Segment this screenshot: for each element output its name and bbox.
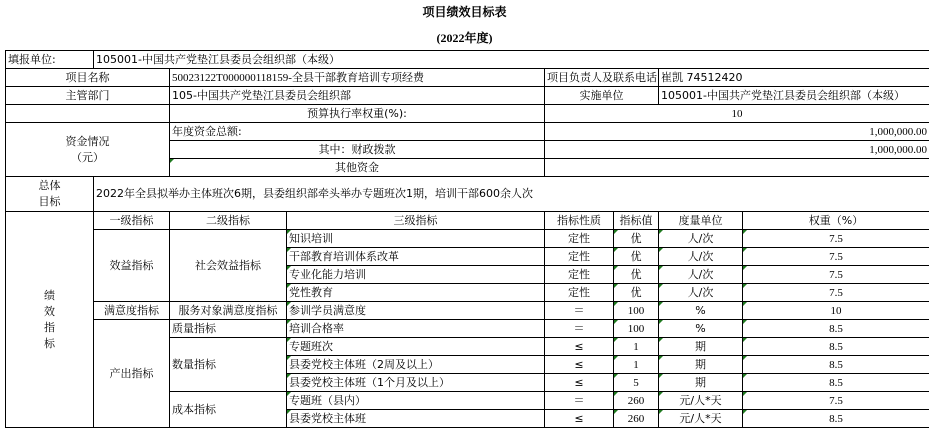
unit-cell[interactable]: 元/人*天 — [659, 410, 743, 428]
unit-cell[interactable]: 人/次 — [659, 248, 743, 266]
weight-cell[interactable]: 7.5 — [743, 284, 929, 302]
unit-cell[interactable]: 元/人*天 — [659, 392, 743, 410]
nature-cell[interactable]: ≤ — [545, 338, 614, 356]
l2-cell[interactable]: 数量指标 — [170, 338, 287, 392]
value-cell[interactable]: 优 — [614, 248, 659, 266]
filler-label: 填报单位: — [6, 51, 94, 69]
project-leader-value[interactable]: 崔凯 74512420 — [659, 69, 929, 87]
impl-label: 实施单位 — [545, 87, 659, 105]
dept-label: 主管部门 — [6, 87, 170, 105]
nature-cell[interactable]: ≤ — [545, 356, 614, 374]
weight-cell[interactable]: 10 — [743, 302, 929, 320]
table-year: (2022年度) — [0, 26, 929, 50]
goal-label-line2: 目标 — [8, 194, 91, 210]
impl-value[interactable]: 105001-中国共产党垫江县委员会组织部（本级） — [659, 87, 929, 105]
l3-cell[interactable]: 专题班（县内） — [287, 392, 545, 410]
l3-cell[interactable]: 专业化能力培训 — [287, 266, 545, 284]
header-nature: 指标性质 — [545, 212, 614, 230]
dept-value[interactable]: 105-中国共产党垫江县委员会组织部 — [170, 87, 545, 105]
l2-cell[interactable]: 成本指标 — [170, 392, 287, 428]
table-row — [6, 320, 929, 338]
table-row — [6, 302, 929, 320]
value-cell[interactable]: 1 — [614, 356, 659, 374]
budget-weight-value[interactable]: 10 — [545, 105, 929, 123]
weight-cell[interactable]: 8.5 — [743, 410, 929, 428]
nature-cell[interactable]: ＝ — [545, 302, 614, 320]
nature-cell[interactable]: 定性 — [545, 230, 614, 248]
weight-cell[interactable]: 7.5 — [743, 392, 929, 410]
value-cell[interactable]: 100 — [614, 302, 659, 320]
annual-funds-value[interactable]: 1,000,000.00 — [545, 123, 929, 141]
value-cell[interactable]: 1 — [614, 338, 659, 356]
side-char: 指 — [8, 320, 91, 336]
l1-cell[interactable]: 满意度指标 — [94, 302, 170, 320]
value-cell[interactable]: 优 — [614, 230, 659, 248]
unit-cell[interactable]: 期 — [659, 338, 743, 356]
value-cell[interactable]: 优 — [614, 284, 659, 302]
weight-cell[interactable]: 8.5 — [743, 320, 929, 338]
goal-text[interactable]: 2022年全县拟举办主体班次6期，县委组织部牵头举办专题班次1期，培训干部600余人次 — [94, 177, 929, 212]
weight-cell[interactable]: 8.5 — [743, 374, 929, 392]
nature-cell[interactable]: ≤ — [545, 374, 614, 392]
l3-cell[interactable]: 党性教育 — [287, 284, 545, 302]
blank-cell — [6, 105, 170, 123]
performance-goal-table — [5, 50, 929, 428]
nature-cell[interactable]: ≤ — [545, 410, 614, 428]
weight-cell[interactable]: 7.5 — [743, 248, 929, 266]
unit-cell[interactable]: % — [659, 302, 743, 320]
l2-cell[interactable]: 服务对象满意度指标 — [170, 302, 287, 320]
nature-cell[interactable]: 定性 — [545, 284, 614, 302]
header-value: 指标值 — [614, 212, 659, 230]
table-row — [6, 230, 929, 248]
value-cell[interactable]: 5 — [614, 374, 659, 392]
unit-cell[interactable]: 期 — [659, 374, 743, 392]
unit-cell[interactable]: 人/次 — [659, 284, 743, 302]
other-funds-label: 其他资金 — [170, 159, 545, 177]
l3-cell[interactable]: 参训学员满意度 — [287, 302, 545, 320]
weight-cell[interactable]: 7.5 — [743, 266, 929, 284]
l1-cell[interactable]: 产出指标 — [94, 320, 170, 428]
value-cell[interactable]: 100 — [614, 320, 659, 338]
unit-cell[interactable]: 期 — [659, 356, 743, 374]
unit-cell[interactable]: 人/次 — [659, 230, 743, 248]
header-unit: 度量单位 — [659, 212, 743, 230]
annual-funds-label: 年度资金总额: — [170, 123, 545, 141]
l3-cell[interactable]: 县委党校主体班（2周及以上） — [287, 356, 545, 374]
funds-label — [6, 123, 170, 177]
nature-cell[interactable]: 定性 — [545, 266, 614, 284]
value-cell[interactable]: 260 — [614, 410, 659, 428]
project-leader-label: 项目负责人及联系电话 — [545, 69, 659, 87]
header-l3: 三级指标 — [287, 212, 545, 230]
weight-cell[interactable]: 8.5 — [743, 338, 929, 356]
side-char: 标 — [8, 336, 91, 352]
fiscal-funds-value[interactable]: 1,000,000.00 — [545, 141, 929, 159]
side-char: 绩 — [8, 288, 91, 304]
unit-cell[interactable]: 人/次 — [659, 266, 743, 284]
header-l2: 二级指标 — [170, 212, 287, 230]
weight-cell[interactable]: 7.5 — [743, 230, 929, 248]
l3-cell[interactable]: 知识培训 — [287, 230, 545, 248]
nature-cell[interactable]: 定性 — [545, 248, 614, 266]
goal-label — [6, 177, 94, 212]
header-weight: 权重（%） — [743, 212, 929, 230]
l1-cell[interactable]: 效益指标 — [94, 230, 170, 302]
side-char: 效 — [8, 304, 91, 320]
value-cell[interactable]: 优 — [614, 266, 659, 284]
project-name-value[interactable]: 50023122T000000118159-全县干部教育培训专项经费 — [170, 69, 545, 87]
budget-weight-label: 预算执行率权重(%): — [170, 105, 545, 123]
l3-cell[interactable]: 专题班次 — [287, 338, 545, 356]
other-funds-value[interactable] — [545, 159, 929, 177]
unit-cell[interactable]: % — [659, 320, 743, 338]
indicators-side-label — [6, 212, 94, 428]
table-title: 项目绩效目标表 — [0, 0, 929, 24]
l3-cell[interactable]: 县委党校主体班 — [287, 410, 545, 428]
l3-cell[interactable]: 培训合格率 — [287, 320, 545, 338]
funds-label-line1: 资金情况 — [8, 134, 167, 150]
l2-cell[interactable]: 质量指标 — [170, 320, 287, 338]
goal-label-line1: 总体 — [8, 178, 91, 194]
l3-cell[interactable]: 县委党校主体班（1个月及以上） — [287, 374, 545, 392]
project-name-label: 项目名称 — [6, 69, 170, 87]
value-cell[interactable]: 260 — [614, 392, 659, 410]
nature-cell[interactable]: ＝ — [545, 392, 614, 410]
weight-cell[interactable]: 8.5 — [743, 356, 929, 374]
l2-cell[interactable]: 社会效益指标 — [170, 230, 287, 302]
funds-label-line2: （元） — [8, 150, 167, 166]
nature-cell[interactable]: ＝ — [545, 320, 614, 338]
fiscal-funds-label: 其中：财政拨款 — [170, 141, 545, 159]
l3-cell[interactable]: 干部教育培训体系改革 — [287, 248, 545, 266]
filler-value[interactable]: 105001-中国共产党垫江县委员会组织部（本级） — [94, 51, 929, 69]
header-l1: 一级指标 — [94, 212, 170, 230]
